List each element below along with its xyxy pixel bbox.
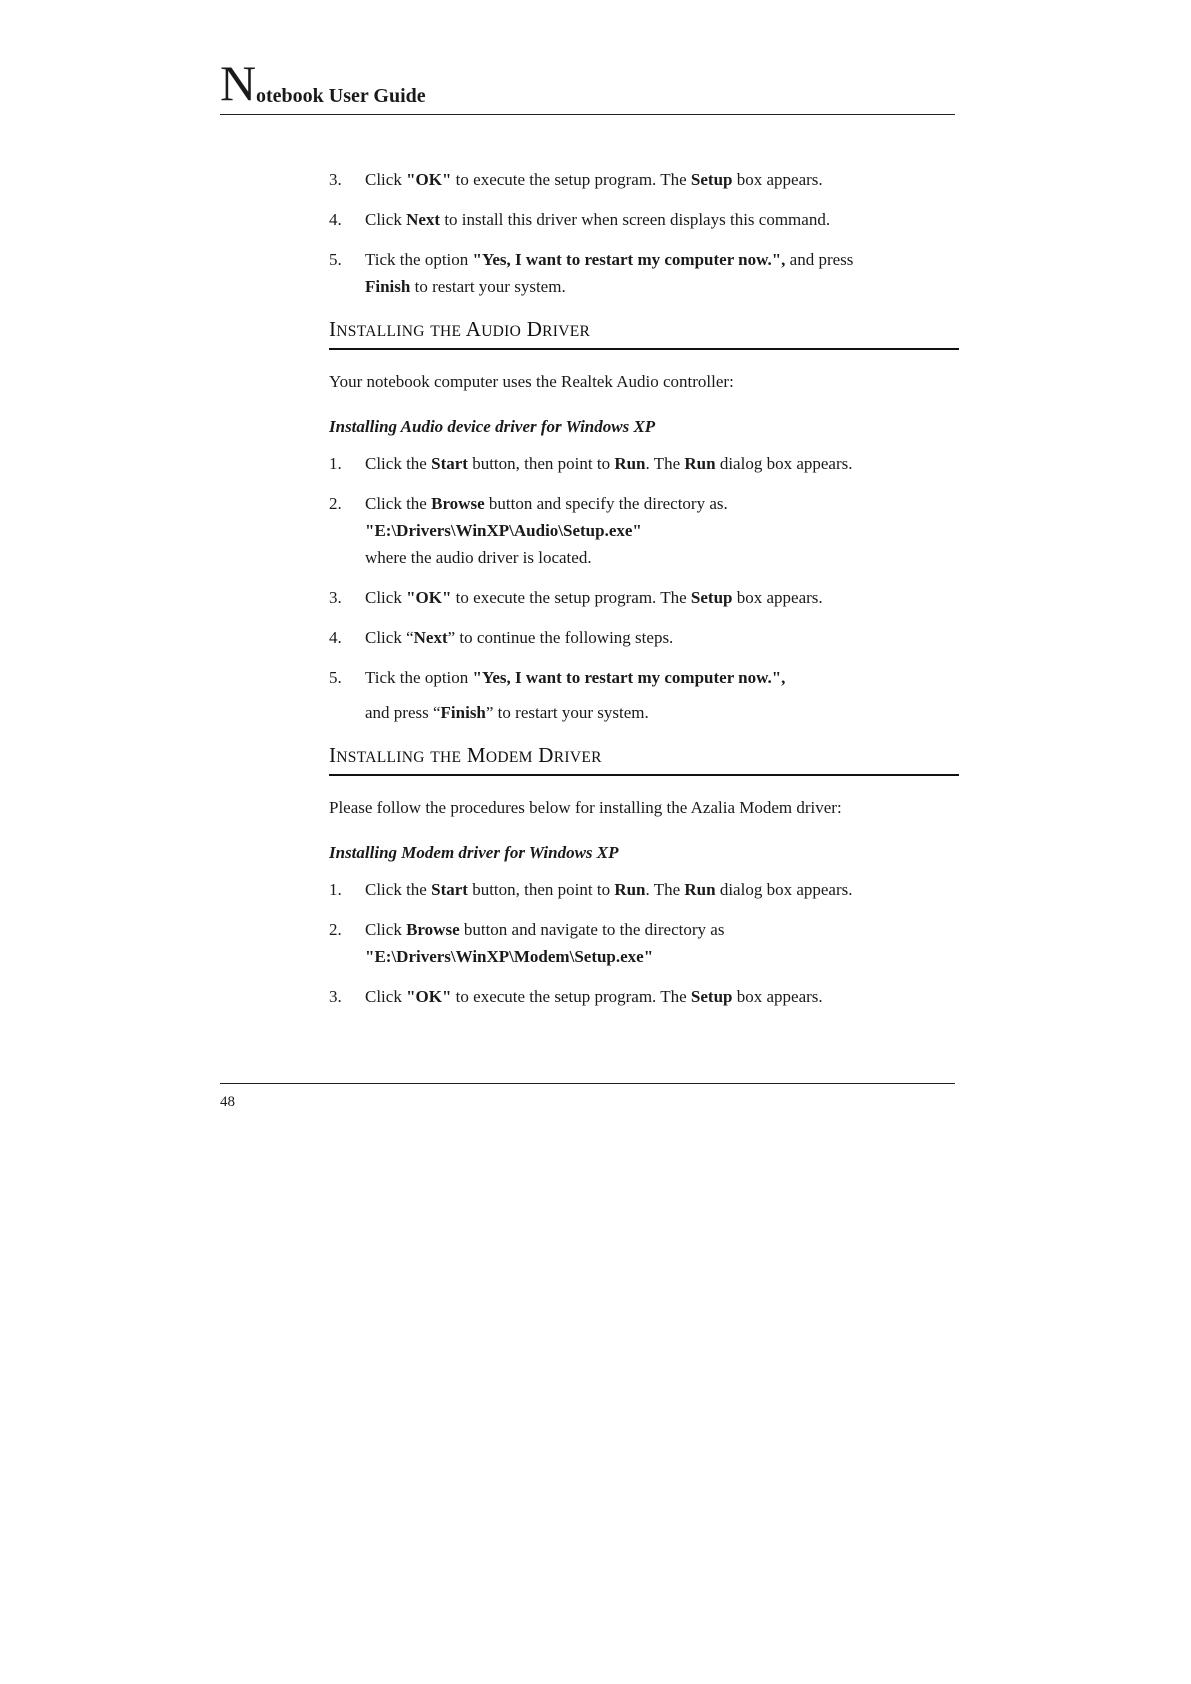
list-item: 5. Tick the option "Yes, I want to restart my computer now.", and press “Finish” to restart your system. [329, 668, 786, 722]
list-item: 3. Click "OK" to execute the setup program. The Setup box appears. [329, 987, 823, 1006]
modem-path: "E:\Drivers\WinXP\Modem\Setup.exe" [365, 947, 654, 966]
modem-steps-list [329, 876, 959, 1010]
audio-steps-list [329, 450, 959, 726]
audio-subheading: Installing Audio device driver for Windows XP [329, 417, 656, 436]
top-steps-list [329, 166, 959, 300]
audio-intro: Your notebook computer uses the Realtek Audio controller: [329, 372, 734, 391]
page-header [220, 55, 955, 115]
audio-path: "E:\Drivers\WinXP\Audio\Setup.exe" [365, 521, 642, 540]
modem-intro: Please follow the procedures below for installing the Azalia Modem driver: [329, 798, 842, 817]
list-item: 1. Click the Start button, then point to Run. The Run dialog box appears. [329, 454, 853, 473]
list-item: 4. Click Next to install this driver when screen displays this command. [329, 210, 831, 229]
list-item: 3. Click "OK" to execute the setup program. The Setup box appears. [329, 588, 823, 607]
list-item: 3. Click "OK" to execute the setup program. The Setup box appears. [329, 170, 823, 189]
footer-rule [220, 1083, 955, 1084]
header-initial: N [220, 55, 257, 111]
main-content [329, 166, 959, 1023]
list-item: 1. Click the Start button, then point to Run. The Run dialog box appears. [329, 880, 853, 899]
list-item: 5. Tick the option "Yes, I want to restart my computer now.", and press Finish to restart your system. [329, 250, 854, 296]
modem-subheading: Installing Modem driver for Windows XP [329, 843, 619, 862]
list-item: 4. Click “Next” to continue the following steps. [329, 628, 674, 647]
list-item: 2. Click the Browse button and specify the directory as. "E:\Drivers\WinXP\Audio\Setup.exe" where the audio driver is located. [329, 490, 959, 571]
page-number: 48 [220, 1094, 235, 1110]
section-heading-audio: INSTALLING THE AUDIO DRIVER [329, 316, 959, 350]
header-title: otebook User Guide [256, 85, 426, 107]
list-item: 2. Click Browse button and navigate to the directory as "E:\Drivers\WinXP\Modem\Setup.exe" [329, 916, 959, 970]
section-heading-modem: INSTALLING THE MODEM DRIVER [329, 742, 959, 776]
